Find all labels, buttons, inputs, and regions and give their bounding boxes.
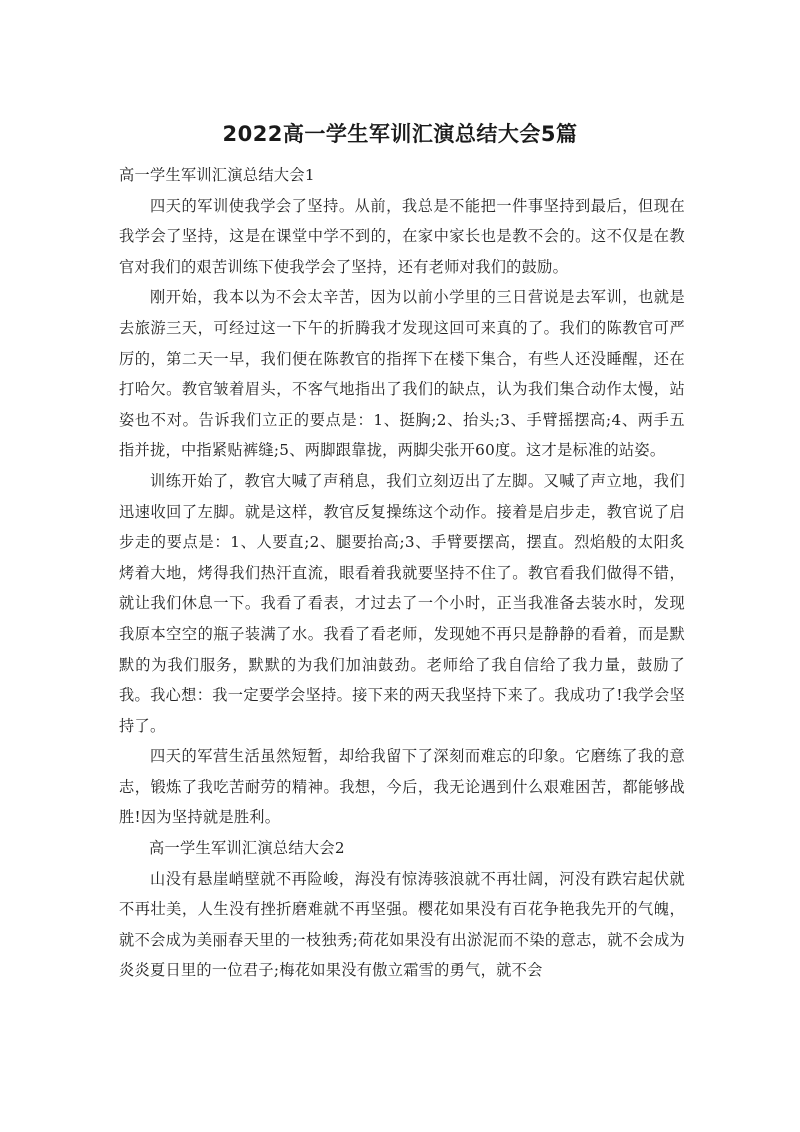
paragraph: 训练开始了，教官大喊了声稍息，我们立刻迈出了左脚。又喊了声立地，我们迅速收回了左脚。就是这样，教官反复操练这个动作。接着是启步走，教官说了启步走的要点是：1、人要直;2、腿要抬高;3、手臂要摆高，摆直。烈焰般的太阳炙烤着大地，烤得我们热汗直流，眼看着我就要坚持不住了。教官看我们做得不错，就让我们休息一下。我看了看表，才过去了一个小时，正当我准备去装水时，发现我原本空空的瓶子装满了水。我看了看老师，发现她不再只是静静的看着，而是默默的为我们服务，默默的为我们加油鼓劲。老师给了我自信给了我力量，鼓励了我。我心想：我一定要学会坚持。接下来的两天我坚持下来了。我成功了!我学会坚持了。 <box>119 471 685 735</box>
paragraph: 四天的军训使我学会了坚持。从前，我总是不能把一件事坚持到最后，但现在我学会了坚持，这是在课堂中学不到的，在家中家长也是教不会的。这不仅是在教官对我们的艰苦训练下使我学会了坚持，还有老师对我们的鼓励。 <box>119 196 685 276</box>
section-heading: 高一学生军训汇演总结大会1 <box>119 166 315 184</box>
paragraph: 山没有悬崖峭壁就不再险峻，海没有惊涛骇浪就不再壮阔，河没有跌宕起伏就不再壮美，人生没有挫折磨难就不再坚强。樱花如果没有百花争艳我先开的气魄，就不会成为美丽春天里的一枝独秀;荷花如果没有出淤泥而不染的意志，就不会成为炎炎夏日里的一位君子;梅花如果没有傲立霜雪的勇气，就不会 <box>119 869 685 980</box>
paragraph: 四天的军营生活虽然短暂，却给我留下了深刻而难忘的印象。它磨练了我的意志，锻炼了我吃苦耐劳的精神。我想，今后，我无论遇到什么艰难困苦，都能够战胜!因为坚持就是胜利。 <box>119 747 685 827</box>
paragraph: 刚开始，我本以为不会太辛苦，因为以前小学里的三日营说是去军训，也就是去旅游三天，可经过这一下午的折腾我才发现这回可来真的了。我们的陈教官可严厉的，第二天一早，我们便在陈教官的指挥下在楼下集合，有些人还没睡醒，还在打哈欠。教官皱着眉头，不客气地指出了我们的缺点，认为我们集合动作太慢，站姿也不对。告诉我们立正的要点是：1、挺胸;2、抬头;3、手臂摇摆高;4、两手五指并拢，中指紧贴裤缝;5、两脚跟靠拢，两脚尖张开60度。这才是标准的站姿。 <box>119 288 685 460</box>
section-heading: 高一学生军训汇演总结大会2 <box>149 839 345 858</box>
document-body <box>119 160 685 986</box>
document-title: 2022高一学生军训汇演总结大会5篇 <box>222 122 578 146</box>
